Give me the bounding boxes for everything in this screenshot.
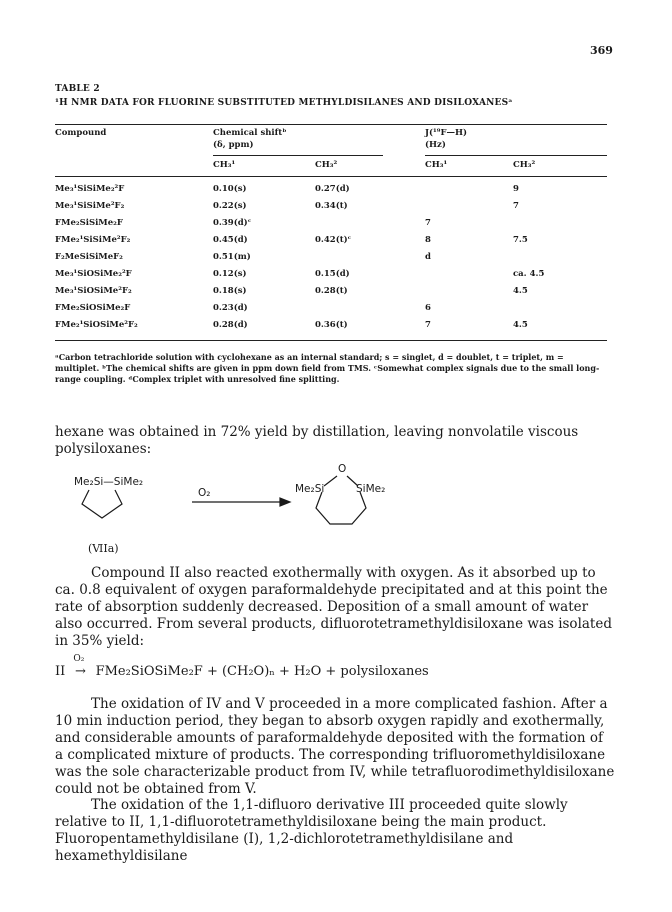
header-ch3-2: CH₃² xyxy=(315,160,338,170)
cell-shift-2: 0.27(d) xyxy=(315,184,350,194)
table-row xyxy=(55,269,607,284)
cell-shift-2: 0.34(t) xyxy=(315,201,348,211)
cell-compound: F₂MeSiSiMeF₂ xyxy=(55,252,123,262)
header-coupling-units: (Hz) xyxy=(425,140,446,150)
table-top-rule xyxy=(55,124,607,125)
reactant-ring xyxy=(82,490,122,518)
paragraph-2: Compound II also reacted exothermally with oxygen. As it absorbed up to ca. 0.8 equivalent of oxygen paraformaldehyde precipitated and at this point the rate of absorption suddenly decreased. Deposition of a small amount of water also occurred. From several products, difluorotetramethyldisiloxane was isolated in 35% yield: xyxy=(55,565,612,649)
reaction-arrow-head xyxy=(280,498,290,506)
scheme-product-left: Me₂Si xyxy=(295,483,325,495)
table-row xyxy=(55,252,607,267)
equation-arrow-reagent: O₂ xyxy=(73,654,85,664)
shift-subrule xyxy=(213,155,383,156)
table-row xyxy=(55,218,607,233)
cell-compound: FMe₂¹SiOSiMe²F₂ xyxy=(55,320,138,330)
cell-j-1: 7 xyxy=(425,320,431,330)
cell-compound: Me₃¹SiOSiMe₂²F xyxy=(55,269,132,279)
table-row xyxy=(55,184,607,199)
cell-compound: FMe₂¹SiSiMe²F₂ xyxy=(55,235,131,245)
cell-shift-1: 0.12(s) xyxy=(213,269,247,279)
cell-j-1: d xyxy=(425,252,431,262)
header-compound: Compound xyxy=(55,128,107,138)
cell-shift-1: 0.18(s) xyxy=(213,286,247,296)
header-ch3-1: CH₃¹ xyxy=(213,160,236,170)
equation-rhs: FMe₂SiOSiMe₂F + (CH₂O)ₙ + H₂O + polysiloxanes xyxy=(95,664,429,679)
cell-shift-1: 0.45(d) xyxy=(213,235,248,245)
cell-compound: Me₃¹SiSiMe₂²F xyxy=(55,184,125,194)
cell-shift-1: 0.28(d) xyxy=(213,320,248,330)
reaction-scheme-drawing xyxy=(60,470,400,540)
cell-shift-2: 0.28(t) xyxy=(315,286,348,296)
scheme-product-right: SiMe₂ xyxy=(356,483,386,495)
table-label: TABLE 2 xyxy=(55,84,100,94)
cell-shift-1: 0.39(d)ᶜ xyxy=(213,218,252,228)
cell-shift-1: 0.23(d) xyxy=(213,303,248,313)
product-bond-si-o-right xyxy=(347,476,358,486)
cell-shift-2: 0.42(t)ᶜ xyxy=(315,235,352,245)
cell-j-2: 4.5 xyxy=(513,286,528,296)
cell-compound: FMe₂SiSiMe₂F xyxy=(55,218,123,228)
paragraph-1: hexane was obtained in 72% yield by distillation, leaving nonvolatile viscous polysiloxanes: xyxy=(55,424,579,457)
cell-shift-1: 0.22(s) xyxy=(213,201,247,211)
header-j-ch3-1: CH₃¹ xyxy=(425,160,448,170)
table-bottom-rule xyxy=(55,340,607,341)
table-row xyxy=(55,235,607,250)
cell-shift-1: 0.10(s) xyxy=(213,184,247,194)
cell-j-2: 9 xyxy=(513,184,519,194)
scheme-reactant: Me₂Si—SiMe₂ xyxy=(74,476,144,488)
cell-shift-1: 0.51(m) xyxy=(213,252,251,262)
oxidation-equation xyxy=(55,654,429,679)
cell-compound: Me₃¹SiOSiMe²F₂ xyxy=(55,286,132,296)
header-j-ch3-2: CH₃² xyxy=(513,160,536,170)
equation-arrow: O₂ → xyxy=(73,654,86,679)
table-row xyxy=(55,303,607,318)
coupling-subrule xyxy=(425,155,607,156)
cell-j-1: 7 xyxy=(425,218,431,228)
scheme-reagent: O₂ xyxy=(198,487,211,499)
header-shift-units: (δ, ppm) xyxy=(213,140,254,150)
scheme-product-oxygen: O xyxy=(338,463,347,475)
header-coupling: J(¹⁹F—H) xyxy=(425,128,468,138)
paragraph-4: The oxidation of the 1,1-difluoro derivative III proceeded quite slowly relative to II, 1,1-difluorotetramethyldisiloxane being the main product. Fluoropentamethyldisilane (I), 1,2-dichlorotetramethyldisilane and hexamethyldisilane xyxy=(55,797,568,864)
table-row xyxy=(55,320,607,335)
cell-j-2: ca. 4.5 xyxy=(513,269,545,279)
table-header-rule xyxy=(55,176,607,177)
cell-j-2: 7 xyxy=(513,201,519,211)
equation-lhs: II xyxy=(55,664,66,679)
cell-j-1: 8 xyxy=(425,235,431,245)
cell-shift-2: 0.15(d) xyxy=(315,269,350,279)
product-bond-si-o-left xyxy=(324,476,337,486)
page-number: 369 xyxy=(590,44,613,57)
header-chemical-shift: Chemical shiftᵇ xyxy=(213,128,287,138)
paragraph-3: The oxidation of IV and V proceeded in a more complicated fashion. After a 10 min induction period, they began to absorb oxygen rapidly and exothermally, and considerable amounts of paraformaldehyde deposited with the formation of a complicated mixture of products. The corresponding trifluoromethyldisiloxane was the sole characterizable product from IV, while tetrafluorodimethyldisiloxane could not be obtained from V. xyxy=(55,696,615,797)
compound-label: (ⅥIa) xyxy=(88,542,119,555)
cell-j-2: 4.5 xyxy=(513,320,528,330)
product-ring xyxy=(316,492,366,524)
table-footnote: ᵃCarbon tetrachloride solution with cyclohexane as an internal standard; s = singlet, d = doublet, t = triplet, m = multiplet. ᵇThe chemical shifts are given in ppm down field from TMS. ᶜSomewhat complex signals due to the small long-range coupling. ᵈComplex triplet with unresolved fine splitting. xyxy=(55,352,600,384)
cell-shift-2: 0.36(t) xyxy=(315,320,348,330)
table-title: ¹H NMR DATA FOR FLUORINE SUBSTITUTED METHYLDISILANES AND DISILOXANESᵃ xyxy=(55,98,513,108)
cell-j-1: 6 xyxy=(425,303,431,313)
table-row xyxy=(55,286,607,301)
table-row xyxy=(55,201,607,216)
cell-compound: FMe₂SiOSiMe₂F xyxy=(55,303,131,313)
cell-compound: Me₃¹SiSiMe²F₂ xyxy=(55,201,125,211)
cell-j-2: 7.5 xyxy=(513,235,528,245)
